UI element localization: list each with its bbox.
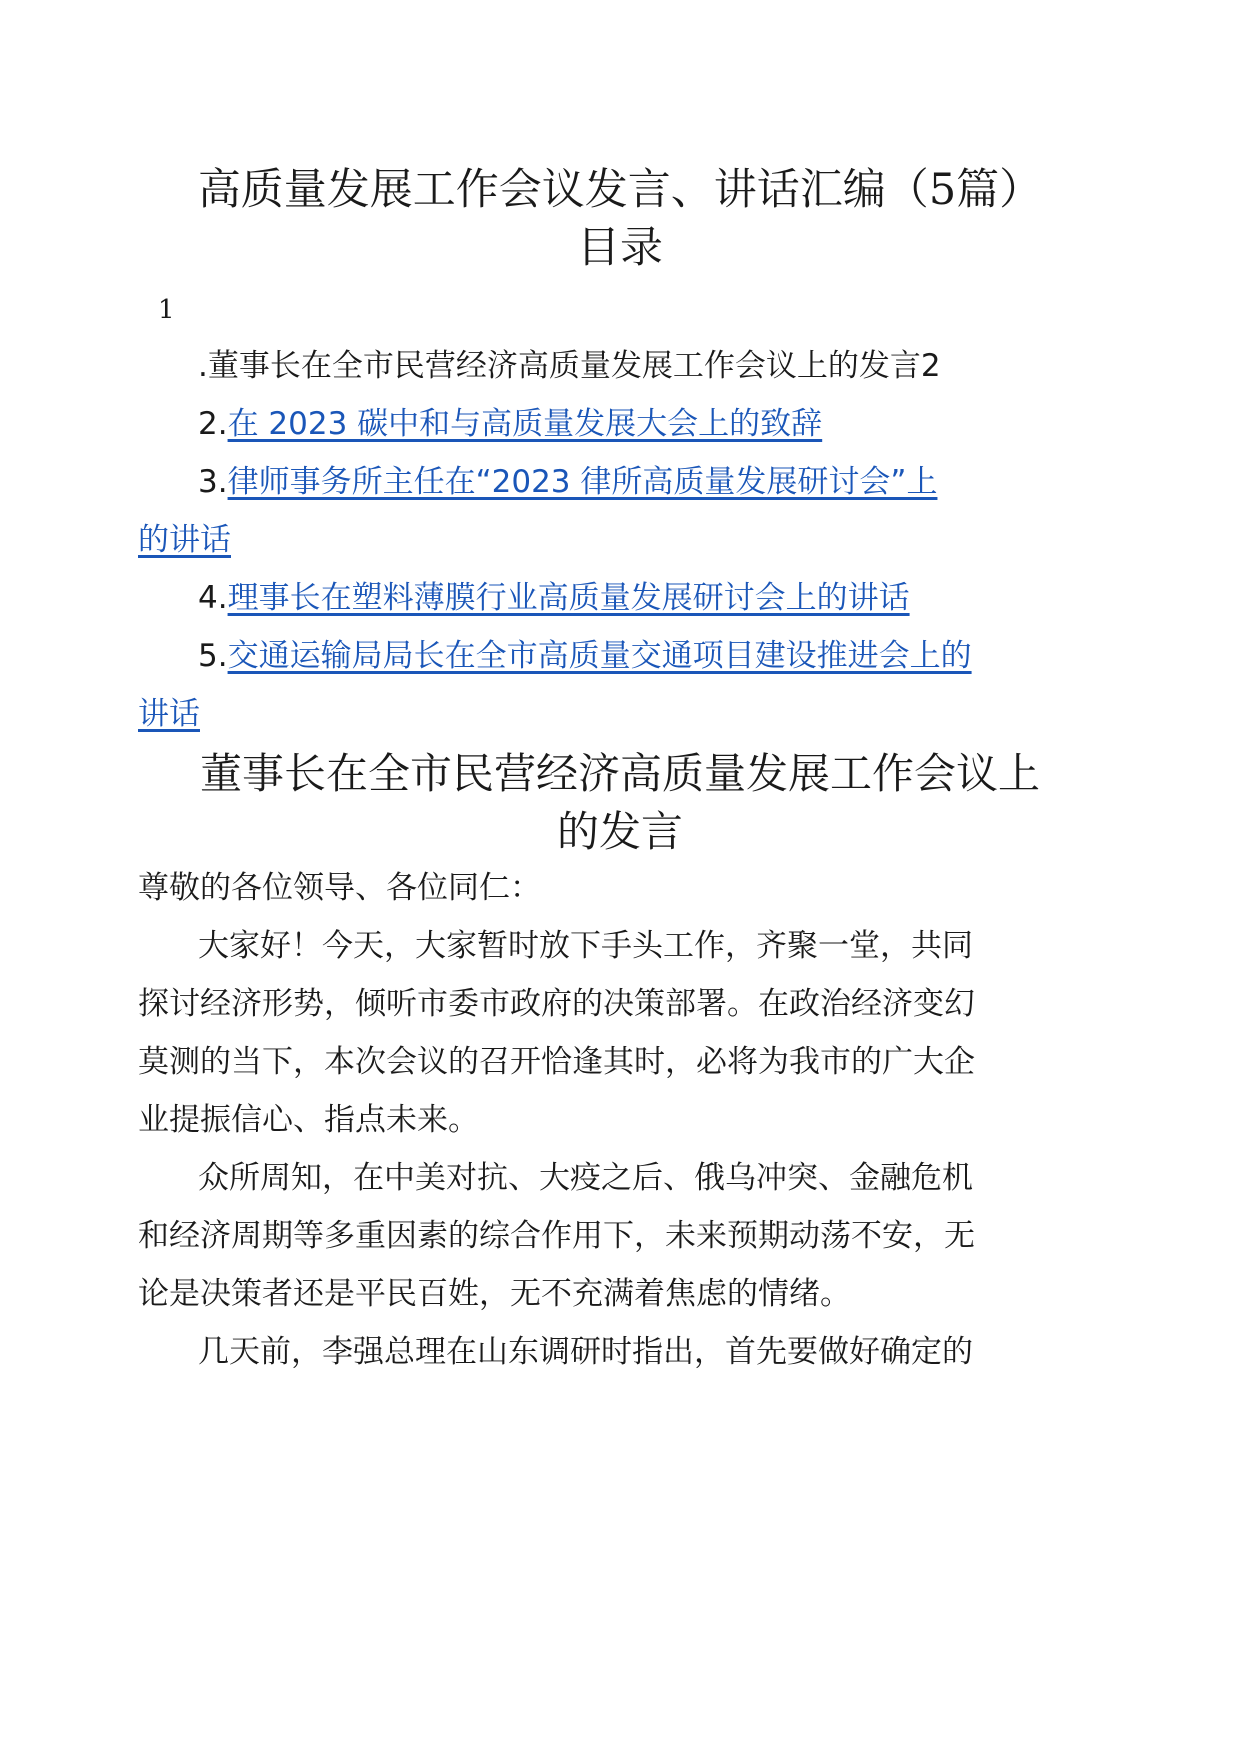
toc-heading: 目录	[577, 223, 663, 273]
salutation: 尊敬的各位领导、各位同仁：	[138, 870, 541, 906]
toc-link-3[interactable]: 律师事务所主任在“2023 律所高质量发展研讨会”上	[227, 464, 938, 500]
toc-item-1[interactable]: .董事长在全市民营经济高质量发展工作会议上的发言2	[198, 348, 941, 384]
paragraph-1-line-1: 大家好！今天，大家暂时放下手头工作，齐聚一堂，共同	[198, 928, 973, 964]
paragraph-3-line-1: 几天前，李强总理在山东调研时指出，首先要做好确定的	[198, 1334, 973, 1370]
toc-link-4[interactable]: 理事长在塑料薄膜行业高质量发展研讨会上的讲话	[227, 580, 910, 616]
toc-item-2[interactable]: 2.在 2023 碳中和与高质量发展大会上的致辞	[198, 406, 823, 442]
toc-item-3-cont[interactable]: 的讲话	[138, 522, 231, 558]
document-title: 高质量发展工作会议发言、讲话汇编（5篇）	[197, 165, 1043, 215]
paragraph-2-line-2: 和经济周期等多重因素的综合作用下，未来预期动荡不安，无	[138, 1218, 975, 1254]
paragraph-1-line-3: 莫测的当下，本次会议的召开恰逢其时，必将为我市的广大企	[138, 1044, 975, 1080]
page-marker: 1	[158, 295, 175, 325]
section-title-cont: 的发言	[556, 807, 683, 856]
paragraph-1-line-4: 业提振信心、指点未来。	[138, 1102, 479, 1138]
section-title: 董事长在全市民营经济高质量发展工作会议上	[199, 749, 1040, 798]
toc-item-5[interactable]: 5.交通运输局局长在全市高质量交通项目建设推进会上的	[198, 638, 972, 674]
toc-item-4[interactable]: 4.理事长在塑料薄膜行业高质量发展研讨会上的讲话	[198, 580, 910, 616]
paragraph-1-line-2: 探讨经济形势，倾听市委市政府的决策部署。在政治经济变幻	[138, 986, 975, 1022]
toc-link-2[interactable]: 在 2023 碳中和与高质量发展大会上的致辞	[227, 406, 823, 442]
toc-link-5[interactable]: 交通运输局局长在全市高质量交通项目建设推进会上的	[227, 638, 972, 674]
toc-item-5-cont[interactable]: 讲话	[138, 696, 200, 732]
paragraph-2-line-1: 众所周知，在中美对抗、大疫之后、俄乌冲突、金融危机	[198, 1160, 973, 1196]
toc-item-3[interactable]: 3.律师事务所主任在“2023 律所高质量发展研讨会”上	[198, 464, 938, 500]
paragraph-2-line-3: 论是决策者还是平民百姓，无不充满着焦虑的情绪。	[138, 1276, 851, 1312]
